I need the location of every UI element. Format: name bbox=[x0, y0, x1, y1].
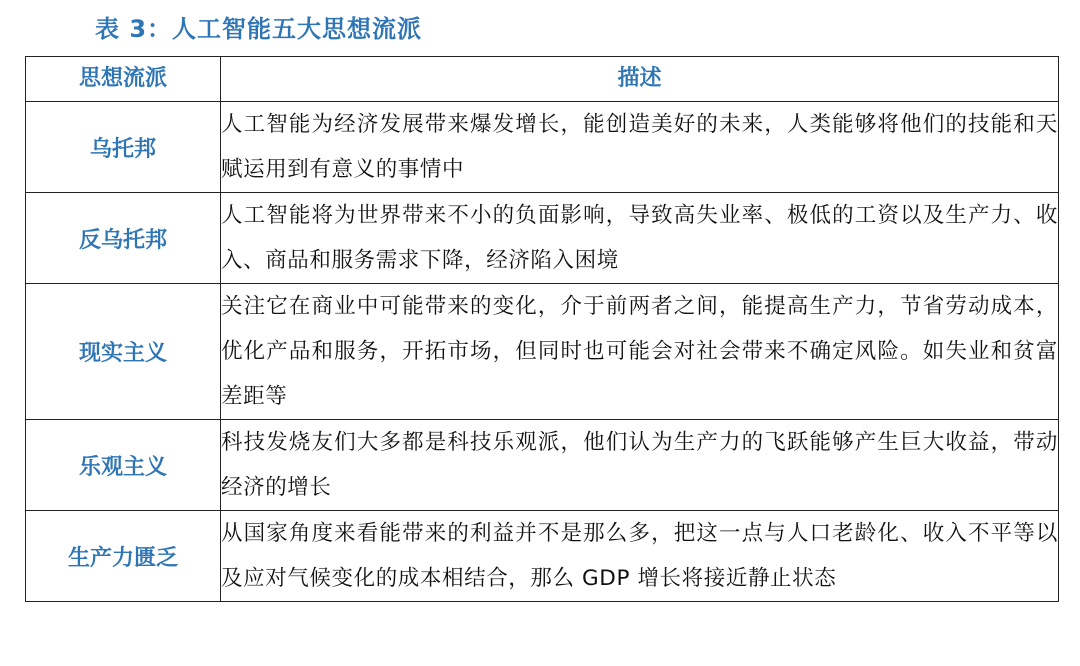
school-description: 科技发烧友们大多都是科技乐观派，他们认为生产力的飞跃能够产生巨大收益，带动经济的增长 bbox=[221, 420, 1059, 511]
school-name: 现实主义 bbox=[26, 284, 221, 420]
table-caption: 表 3：人工智能五大思想流派 bbox=[95, 15, 423, 43]
school-name: 乐观主义 bbox=[26, 420, 221, 511]
table-header-row bbox=[26, 57, 1059, 102]
table-row bbox=[26, 511, 1059, 602]
school-name: 生产力匮乏 bbox=[26, 511, 221, 602]
school-name: 乌托邦 bbox=[26, 102, 221, 193]
table-row bbox=[26, 420, 1059, 511]
table-row bbox=[26, 193, 1059, 284]
school-name: 反乌托邦 bbox=[26, 193, 221, 284]
ai-schools-table bbox=[25, 56, 1059, 602]
school-description: 人工智能为经济发展带来爆发增长，能创造美好的未来，人类能够将他们的技能和天赋运用到有意义的事情中 bbox=[221, 102, 1059, 193]
school-description: 关注它在商业中可能带来的变化，介于前两者之间，能提高生产力，节省劳动成本，优化产品和服务，开拓市场，但同时也可能会对社会带来不确定风险。如失业和贫富差距等 bbox=[221, 284, 1059, 420]
school-description: 从国家角度来看能带来的利益并不是那么多，把这一点与人口老龄化、收入不平等以及应对气候变化的成本相结合，那么 GDP 增长将接近静止状态 bbox=[221, 511, 1059, 602]
table-row bbox=[26, 102, 1059, 193]
table-row bbox=[26, 284, 1059, 420]
header-school: 思想流派 bbox=[26, 57, 221, 102]
header-description: 描述 bbox=[221, 57, 1059, 102]
school-description: 人工智能将为世界带来不小的负面影响，导致高失业率、极低的工资以及生产力、收入、商品和服务需求下降，经济陷入困境 bbox=[221, 193, 1059, 284]
